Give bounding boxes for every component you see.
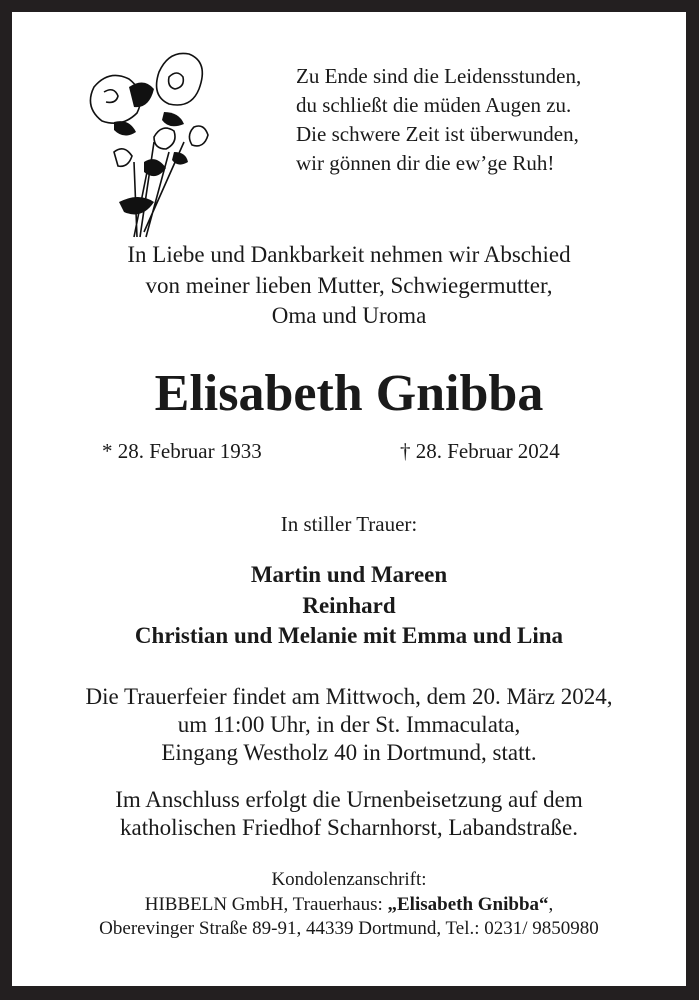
ceremony-line: Die Trauerfeier findet am Mittwoch, dem 20. März 2024, — [85, 684, 613, 709]
mourning-label: In stiller Trauer: — [280, 512, 418, 536]
ceremony-line: Eingang Westholz 40 in Dortmund, statt. — [161, 740, 537, 765]
burial-info — [12, 786, 686, 842]
ceremony-info — [12, 683, 686, 767]
deceased-name: Elisabeth Gnibba — [154, 365, 544, 422]
intro-line: In Liebe und Dankbarkeit nehmen wir Abschied — [127, 242, 571, 267]
roses-illustration-icon — [74, 42, 224, 242]
obituary-card — [12, 12, 686, 986]
comma: , — [548, 893, 554, 915]
poem-line: du schließt die müden Augen zu. — [296, 93, 572, 117]
burial-line: Im Anschluss erfolgt die Urnenbeisetzung auf dem — [115, 787, 583, 812]
death-date: † 28. Februar 2024 — [400, 439, 560, 463]
poem-line: wir gönnen dir die ew’ge Ruh! — [296, 151, 555, 175]
condolence-address — [12, 868, 686, 942]
family-line: Reinhard — [302, 592, 396, 618]
burial-line: katholischen Friedhof Scharnhorst, Labandstraße. — [120, 815, 578, 840]
ceremony-line: um 11:00 Uhr, in der St. Immaculata, — [177, 712, 521, 737]
poem-line: Die schwere Zeit ist überwunden, — [296, 122, 579, 146]
poem-line: Zu Ende sind die Leidensstunden, — [296, 64, 582, 88]
poem — [296, 62, 581, 178]
intro-line: von meiner lieben Mutter, Schwiegermutter, — [145, 272, 553, 298]
condolence-name: „Elisabeth Gnibba“ — [387, 893, 549, 915]
condolence-label: Kondolenzanschrift: — [271, 869, 427, 890]
intro-line: Oma und Uroma — [271, 303, 427, 328]
condolence-line-2: Oberevinger Straße 89-91, 44339 Dortmund, Tel.: 0231/ 9850980 — [99, 918, 599, 939]
family-line: Martin und Mareen — [250, 562, 448, 587]
intro-text — [12, 240, 686, 332]
condolence-line-1 — [12, 893, 686, 918]
funeral-home: HIBBELN GmbH, Trauerhaus: — [144, 893, 388, 915]
family-list — [12, 560, 686, 652]
birth-date: * 28. Februar 1933 — [102, 439, 262, 463]
family-line: Christian und Melanie mit Emma und Lina — [134, 623, 564, 648]
